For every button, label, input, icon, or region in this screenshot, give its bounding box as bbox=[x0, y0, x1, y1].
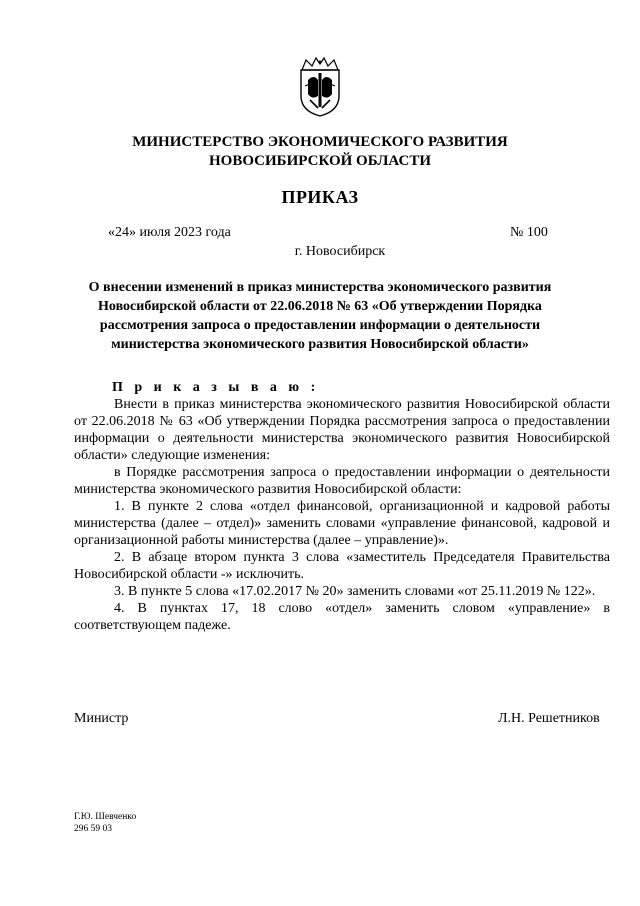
subject-line: рассмотрения запроса о предоставлении информации о деятельности bbox=[99, 318, 541, 333]
subject-line: министерства экономического развития Новосибирской области» bbox=[111, 337, 529, 352]
document-type: ПРИКАЗ bbox=[281, 187, 359, 207]
body-paragraph: 1. В пункте 2 слова «отдел финансовой, организационной и кадровой работы министерства (далее – отдел)» заменить словами «управление финансовой, кадровой и организационной работы министерства (далее – управление)». bbox=[74, 499, 610, 548]
document-number: № 100 bbox=[510, 225, 548, 240]
body-paragraph: 4. В пунктах 17, 18 слово «отдел» заменить словом «управление» в соответствующем падеже. bbox=[74, 601, 610, 633]
document-city: г. Новосибирск bbox=[294, 244, 386, 259]
ministry-name bbox=[0, 133, 640, 171]
order-word: П р и к а з ы в а ю : bbox=[112, 380, 320, 395]
subject-line: О внесении изменений в приказ министерства экономического развития bbox=[88, 280, 552, 295]
executor-info bbox=[74, 811, 136, 835]
ministry-line-2: НОВОСИБИРСКОЙ ОБЛАСТИ bbox=[208, 153, 432, 169]
executor-name: Г.Ю. Шевченко bbox=[74, 812, 137, 822]
document-subject bbox=[80, 278, 560, 354]
document-date: «24» июля 2023 года bbox=[108, 225, 231, 240]
signatory-name: Л.Н. Решетников bbox=[498, 711, 600, 726]
document-body bbox=[74, 396, 610, 634]
novosibirsk-coat-of-arms-icon bbox=[298, 56, 342, 118]
executor-phone: 296 59 03 bbox=[74, 824, 112, 834]
body-paragraph: Внести в приказ министерства экономического развития Новосибирской области от 22.06.2018 № 63 «Об утверждении Порядка рассмотрения запроса о предоставлении информации о деятельности министерства экономического развития Новосибирской области» следующие изменения: bbox=[74, 397, 610, 463]
body-paragraph: 2. В абзаце втором пункта 3 слова «заместитель Председателя Правительства Новосибирской области -» исключить. bbox=[74, 550, 610, 582]
body-paragraph: 3. В пункте 5 слова «17.02.2017 № 20» заменить словами «от 25.11.2019 № 122». bbox=[114, 584, 596, 599]
ministry-line-1: МИНИСТЕРСТВО ЭКОНОМИЧЕСКОГО РАЗВИТИЯ bbox=[132, 134, 508, 150]
signatory-title: Министр bbox=[74, 711, 129, 726]
subject-line: Новосибирской области от 22.06.2018 № 63 «Об утверждении Порядка bbox=[98, 299, 542, 314]
body-paragraph: в Порядке рассмотрения запроса о предоставлении информации о деятельности министерства экономического развития Новосибирской области: bbox=[74, 465, 610, 497]
